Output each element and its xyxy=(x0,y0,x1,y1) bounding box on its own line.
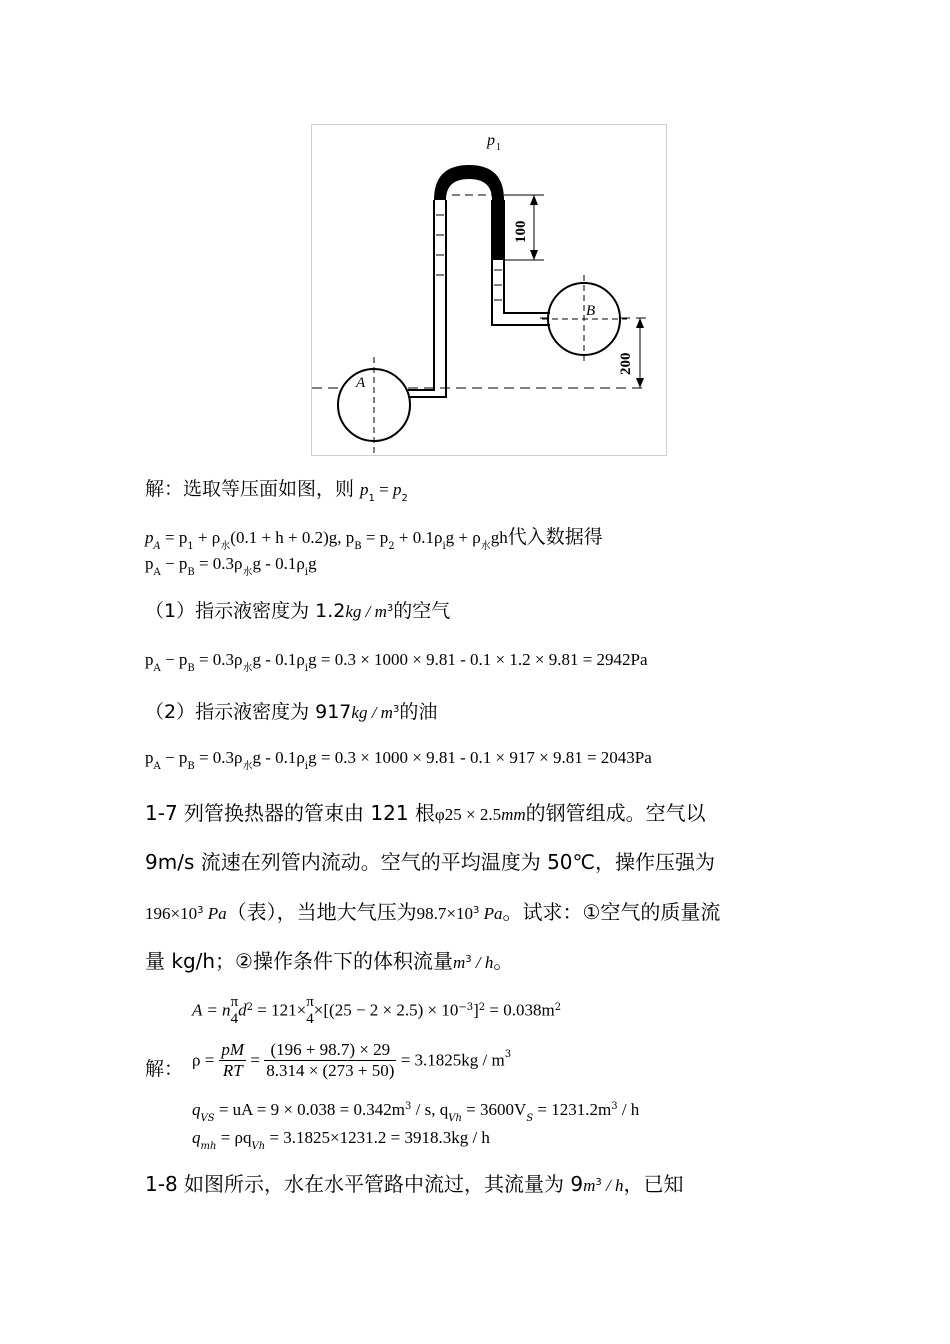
sol1-eq: = xyxy=(374,480,393,499)
sol1-line2-water2-sub: 水 xyxy=(480,541,491,552)
sol1-line2-r2: + ρ xyxy=(193,528,221,547)
case1-B-sub: B xyxy=(187,663,195,674)
eqA-d: d xyxy=(238,1000,247,1020)
sol1-p1-sub: 1 xyxy=(368,493,375,504)
q1-d: = 3600V xyxy=(461,1100,527,1119)
q1-e: = 1231.2m xyxy=(533,1100,612,1119)
sol1-line3-b: − p xyxy=(160,554,188,573)
p17-line4-unit: m xyxy=(452,953,466,972)
sol1-line2-p2-sub: 2 xyxy=(388,541,395,552)
p17-pa2: Pa xyxy=(479,904,503,923)
sol1-case1-heading xyxy=(145,596,450,623)
sol1-case2-result xyxy=(145,748,652,772)
label-p1: p xyxy=(487,132,495,149)
eqA-c: = 121× xyxy=(253,1000,307,1020)
q1-c: / s, q xyxy=(411,1100,449,1119)
sol1-line3-e: g xyxy=(308,554,317,573)
p17-196: 196×10 xyxy=(145,904,198,923)
sol1-line3-B-sub: B xyxy=(187,567,195,578)
case2-A-sub: A xyxy=(153,761,161,772)
p18-unit: m xyxy=(583,1176,596,1195)
eqA-a: A = n xyxy=(192,1000,231,1020)
case1-text-a: （1）指示液密度为 1.2 xyxy=(145,600,346,622)
case1-water-sub: 水 xyxy=(242,663,253,674)
sol1-line2-A-sub: A xyxy=(153,541,161,552)
q2-c: = 3.1825×1231.2 = 3918.3kg / h xyxy=(265,1128,490,1147)
sol1-line3-a: p xyxy=(145,554,154,573)
case2-c: = 0.3ρ xyxy=(194,748,243,767)
case2-pB: − p xyxy=(160,748,188,767)
sol1-line2-r3: (0.1 + h + 0.2)g, p xyxy=(230,528,355,547)
q2-a: q xyxy=(192,1128,201,1147)
eqA-bracket: ] xyxy=(473,1000,479,1020)
sol1-line3-A-sub: A xyxy=(153,567,161,578)
sol1-line3-water-sub: 水 xyxy=(242,567,253,578)
eqA-bracket-sup: 2 xyxy=(478,1001,486,1013)
sol1-p2: p xyxy=(392,480,402,499)
case2-d: g - 0.1ρ xyxy=(252,748,305,767)
case1-A-sub: A xyxy=(153,663,161,674)
rho-a: ρ = xyxy=(192,1050,215,1070)
p17-line2: 9m/s 流速在列管内流动。空气的平均温度为 50℃，操作压强为 xyxy=(145,850,715,874)
sol1-line2-B-sub: B xyxy=(354,541,362,552)
q1-b-sup: 3 xyxy=(405,1101,412,1112)
sol1-case1-result xyxy=(145,650,648,674)
label-A: A xyxy=(356,375,366,391)
q2-b-sub: Vh xyxy=(251,1141,266,1152)
label-B: B xyxy=(586,303,596,319)
sol1-line3-c: = 0.3ρ xyxy=(194,554,243,573)
case1-c: = 0.3ρ xyxy=(194,650,243,669)
case1-text-b: 的空气 xyxy=(393,600,451,622)
eqA-4a: 4 xyxy=(230,1011,239,1027)
p17-line4-unit-sup: 3 xyxy=(465,954,472,965)
p17-line3 xyxy=(145,896,720,925)
p18-line1 xyxy=(145,1168,684,1197)
p17-sol-label: 解： xyxy=(145,1058,184,1080)
sol1-line3-i-sub: i xyxy=(304,567,309,578)
q2-a-sub: mh xyxy=(200,1141,217,1152)
p17-line4 xyxy=(145,945,513,974)
sol1-line2-r4: = p xyxy=(361,528,389,547)
sol1-line2-water-sub: 水 xyxy=(220,541,231,552)
q1-f: / h xyxy=(617,1100,640,1119)
p18-unit-sup: 3 xyxy=(595,1177,602,1188)
p18-line1-b: ，已知 xyxy=(623,1172,684,1196)
case1-d: g - 0.1ρ xyxy=(252,650,305,669)
case1-pA: p xyxy=(145,650,154,669)
case2-text-b: 的油 xyxy=(399,701,438,723)
rho-num: pM xyxy=(221,1040,245,1059)
case1-unit: kg / m xyxy=(345,602,387,621)
case2-text-a: （2）指示液密度为 917 xyxy=(145,701,352,723)
rho-res-sup: 3 xyxy=(504,1049,512,1060)
rho-den: RT xyxy=(222,1061,243,1080)
q1-d-sub: S xyxy=(526,1113,534,1124)
sol1-line2-r5: + 0.1ρ xyxy=(394,528,443,547)
p17-line4-unit-b: / h xyxy=(471,953,494,972)
manometer-figure xyxy=(311,124,667,456)
case2-B-sub: B xyxy=(187,761,195,772)
q1-e-sup: 3 xyxy=(611,1101,618,1112)
p17-line1 xyxy=(145,797,706,826)
case2-unit: kg / m xyxy=(351,703,393,722)
q1-a-sub: VS xyxy=(200,1113,215,1124)
case1-pB: − p xyxy=(160,650,188,669)
p17-q1 xyxy=(192,1100,640,1124)
sol1-p2-sub: 2 xyxy=(401,493,408,504)
case2-i-sub: i xyxy=(304,761,309,772)
p18-line1-a: 1-8 如图所示，水在水平管路中流过，其流量为 9 xyxy=(145,1172,584,1196)
p18-unit-b: / h xyxy=(601,1176,624,1195)
sol1-line2-i-sub: i xyxy=(442,541,446,552)
eqA-f-sup: 2 xyxy=(554,1001,562,1013)
sol1-line2-r7: gh xyxy=(490,528,508,547)
label-p1-sub: 1 xyxy=(496,142,501,153)
eqA-pi1: π xyxy=(230,994,239,1010)
q2-b: = ρq xyxy=(216,1128,252,1147)
case2-water-sub: 水 xyxy=(242,761,253,772)
sol1-line2-r1-sub: 1 xyxy=(187,541,194,552)
p17-mm: mm xyxy=(501,805,526,824)
p17-line4-a: 量 kg/h；②操作条件下的体积流量 xyxy=(145,949,453,973)
p17-eqA xyxy=(192,994,561,1028)
sol1-line1-text: 解：选取等压面如图，则 xyxy=(145,478,355,500)
eqA-e: ×[(25 − 2 × 2.5) × 10 xyxy=(313,1000,459,1020)
p17-line4-b: 。 xyxy=(493,949,514,973)
sol1-case2-heading xyxy=(145,697,437,724)
sol1-line2-r1: = p xyxy=(160,528,188,547)
p17-rho-eq xyxy=(192,1040,511,1081)
sol1-line2-r6: g + ρ xyxy=(445,528,481,547)
p17-pa1: Pa xyxy=(203,904,227,923)
label-dim-100: 100 xyxy=(513,220,529,243)
sol1-line2 xyxy=(145,522,603,552)
case2-result: = 0.3 × 1000 × 9.81 - 0.1 × 917 × 9.81 = 2043Pa xyxy=(316,748,652,767)
case2-unit-sup: 3 xyxy=(392,704,400,715)
manometer-diagram xyxy=(312,125,666,455)
q1-a: q xyxy=(192,1100,201,1119)
eqA-d-sup: 2 xyxy=(246,1001,254,1013)
sol1-p1: p xyxy=(360,480,369,499)
sol1-line2-pA: p xyxy=(145,528,154,547)
p17-line1-a: 1-7 列管换热器的管束由 121 根 xyxy=(145,801,435,825)
q1-c-sub: Vh xyxy=(448,1113,462,1124)
sol1-line2-tail: 代入数据得 xyxy=(507,526,603,548)
case1-result: = 0.3 × 1000 × 9.81 - 0.1 × 1.2 × 9.81 = 2942Pa xyxy=(316,650,648,669)
q1-b: = uA = 9 × 0.038 = 0.342m xyxy=(214,1100,405,1119)
case1-i-sub: i xyxy=(304,663,309,674)
eqA-pi2: π xyxy=(306,994,314,1010)
sol1-line3-d: g - 0.1ρ xyxy=(252,554,305,573)
rho-den2: 8.314 × (273 + 50) xyxy=(266,1061,395,1080)
rho-num2: (196 + 98.7) × 29 xyxy=(264,1040,396,1061)
rho-eq: = xyxy=(246,1050,265,1070)
p17-q2 xyxy=(192,1128,490,1152)
rho-res: = 3.1825kg / m xyxy=(396,1050,505,1070)
p17-line1-b: 的钢管组成。空气以 xyxy=(525,801,706,825)
case2-e: g xyxy=(308,748,317,767)
label-dim-200: 200 xyxy=(618,352,634,375)
p17-line3-d: 。试求：①空气的质量流 xyxy=(502,900,721,924)
case2-pA: p xyxy=(145,748,154,767)
eqA-4b: 4 xyxy=(306,1011,314,1027)
p17-line3-b: （表），当地大气压为 xyxy=(226,900,417,924)
p17-196-sup: 3 xyxy=(197,905,204,916)
sol1-line3 xyxy=(145,554,317,578)
eqA-f: = 0.038m xyxy=(485,1000,555,1020)
sol1-line1 xyxy=(145,474,408,504)
case1-unit-sup: 3 xyxy=(386,603,394,614)
p17-987: 98.7×10 xyxy=(416,904,473,923)
p17-987-sup: 3 xyxy=(472,905,480,916)
p17-phi: φ25 × 2.5 xyxy=(434,805,502,824)
case1-e: g xyxy=(308,650,317,669)
eqA-e-sup: −3 xyxy=(458,1001,474,1013)
